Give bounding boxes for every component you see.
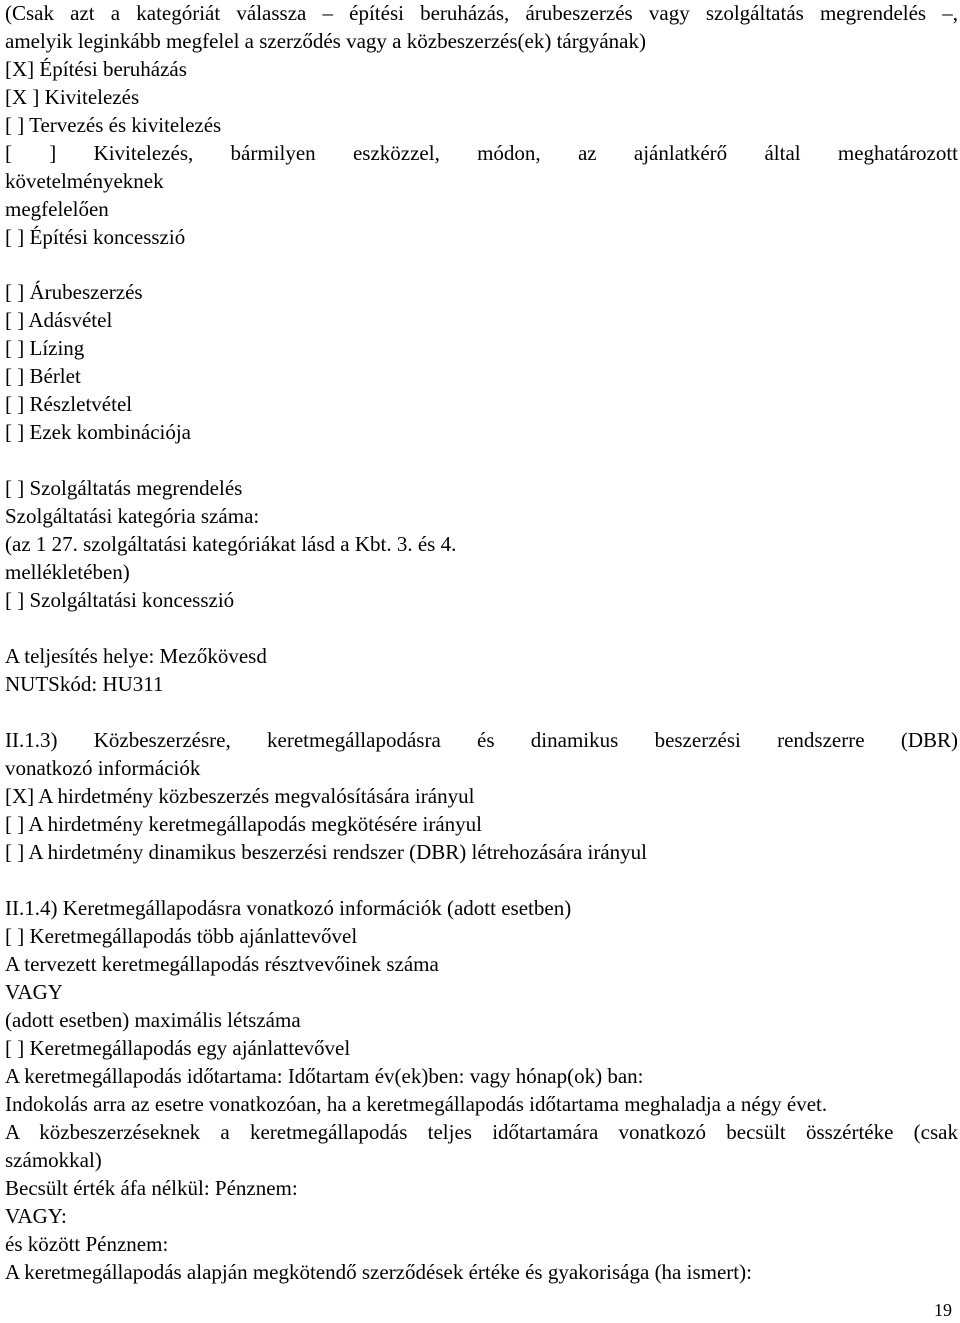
framework-duration-justification: Indokolás arra az esetre vonatkozóan, ha a keretmegállapodás időtartama meghaladja a négy évet.	[5, 1092, 828, 1116]
option-supply: [ ] Árubeszerzés	[5, 280, 143, 304]
range-currency: és között Pénznem:	[5, 1232, 169, 1256]
intro-line-1: (Csak azt a kategóriát válassza – építési beruházás, árubeszerzés vagy szolgáltatás megrendelés –,	[5, 1, 958, 25]
option-construction: [X] Építési beruházás	[5, 57, 187, 81]
option-framework-single: [ ] Keretmegállapodás egy ajánlattevővel	[5, 1036, 351, 1060]
estimated-value-excl-vat: Becsült érték áfa nélkül: Pénznem:	[5, 1176, 298, 1200]
or-label-1: VAGY	[5, 980, 63, 1004]
or-label-2: VAGY:	[5, 1204, 67, 1228]
framework-participants-number: A tervezett keretmegállapodás résztvevőinek száma	[5, 952, 439, 976]
option-execution: [X ] Kivitelezés	[5, 85, 140, 109]
option-execution-any-means-cont-1: követelményeknek	[5, 169, 164, 193]
option-framework-several: [ ] Keretmegállapodás több ajánlattevővel	[5, 924, 358, 948]
service-category-note-1: (az 1 27. szolgáltatási kategóriákat lásd a Kbt. 3. és 4.	[5, 532, 457, 556]
option-notice-public-contract: [X] A hirdetmény közbeszerzés megvalósítására irányul	[5, 784, 475, 808]
framework-estimated-value-cont: számokkal)	[5, 1148, 102, 1172]
framework-max-number: (adott esetben) maximális létszáma	[5, 1008, 301, 1032]
intro-line-2: amelyik leginkább megfelel a szerződés vagy a közbeszerzés(ek) tárgyának)	[5, 29, 646, 53]
section-ii-1-3-heading: II.1.3) Közbeszerzésre, keretmegállapodásra és dinamikus beszerzési rendszerre (DBR)	[5, 728, 958, 752]
framework-duration: A keretmegállapodás időtartama: Időtartam év(ek)ben: vagy hónap(ok) ban:	[5, 1064, 644, 1088]
page-number: 19	[934, 1300, 952, 1320]
option-combination: [ ] Ezek kombinációja	[5, 420, 192, 444]
framework-estimated-value: A közbeszerzéseknek a keretmegállapodás teljes időtartamára vonatkozó becsült összértéke (csak	[5, 1120, 958, 1144]
option-notice-dps: [ ] A hirdetmény dinamikus beszerzési rendszer (DBR) létrehozására irányul	[5, 840, 648, 864]
option-notice-framework: [ ] A hirdetmény keretmegállapodás megkötésére irányul	[5, 812, 483, 836]
option-leasing: [ ] Lízing	[5, 336, 85, 360]
service-category-note-2: mellékletében)	[5, 560, 130, 584]
contracts-value-frequency: A keretmegállapodás alapján megkötendő szerződések értéke és gyakorisága (ha ismert):	[5, 1260, 752, 1284]
place-of-performance: A teljesítés helye: Mezőkövesd	[5, 644, 267, 668]
option-services: [ ] Szolgáltatás megrendelés	[5, 476, 243, 500]
option-purchase: [ ] Adásvétel	[5, 308, 113, 332]
section-ii-1-3-heading-cont: vonatkozó információk	[5, 756, 201, 780]
service-category-label: Szolgáltatási kategória száma:	[5, 504, 260, 528]
section-ii-1-4-heading: II.1.4) Keretmegállapodásra vonatkozó információk (adott esetben)	[5, 896, 572, 920]
option-rental: [ ] Bérlet	[5, 364, 81, 388]
option-construction-concession: [ ] Építési koncesszió	[5, 225, 186, 249]
option-hire-purchase: [ ] Részletvétel	[5, 392, 133, 416]
option-service-concession: [ ] Szolgáltatási koncesszió	[5, 588, 235, 612]
nuts-code: NUTSkód: HU311	[5, 672, 164, 696]
option-design-execution: [ ] Tervezés és kivitelezés	[5, 113, 222, 137]
option-execution-any-means: [ ] Kivitelezés, bármilyen eszközzel, módon, az ajánlatkérő által meghatározott	[5, 141, 958, 165]
option-execution-any-means-cont-2: megfelelően	[5, 197, 109, 221]
